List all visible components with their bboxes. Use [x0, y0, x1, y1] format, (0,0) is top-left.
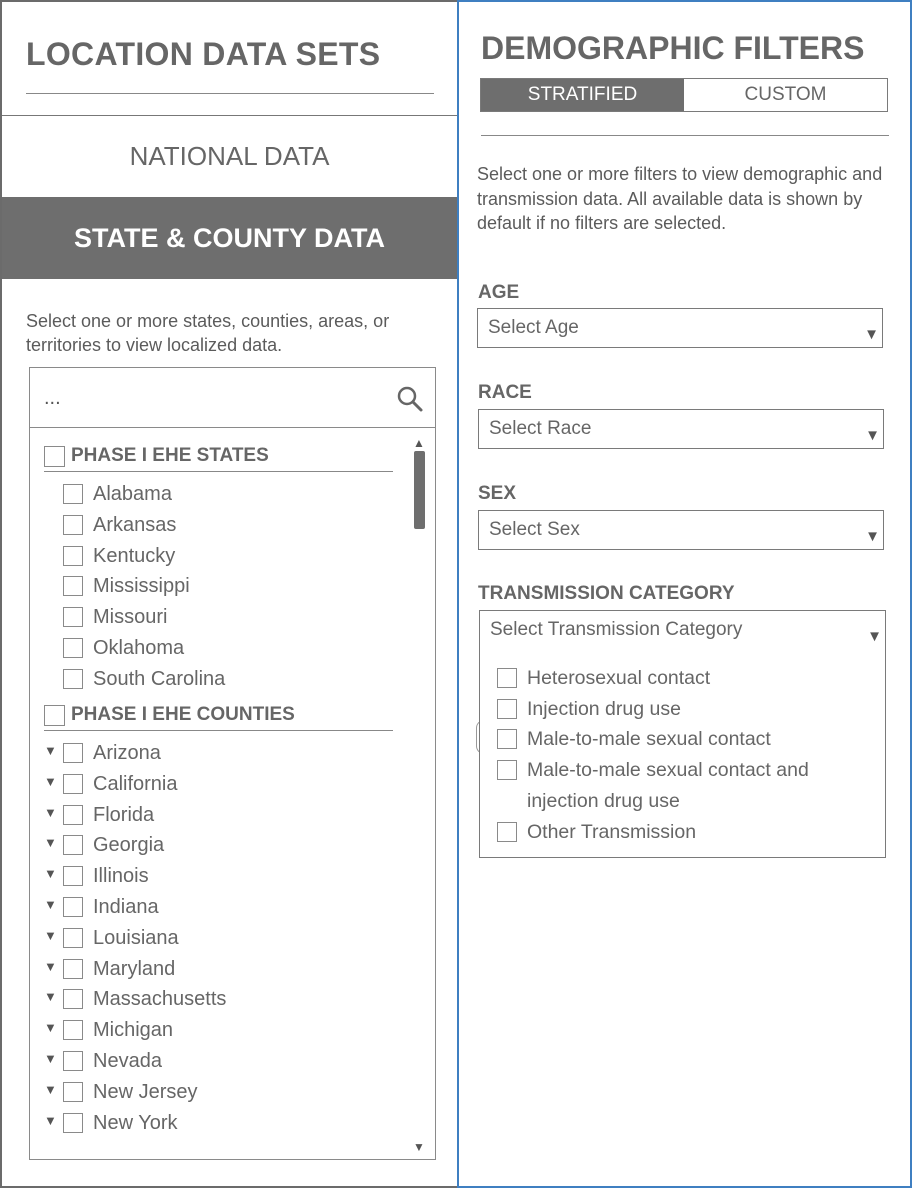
race-label: RACE: [478, 382, 532, 403]
expand-triangle-icon[interactable]: ▼: [44, 1020, 57, 1036]
expand-triangle-icon[interactable]: ▼: [44, 743, 57, 758]
scroll-thumb[interactable]: [414, 451, 425, 529]
expand-triangle-icon[interactable]: ▼: [44, 804, 57, 820]
scroll-down-arrow-icon[interactable]: ▼: [413, 1140, 425, 1154]
filters-description: Select one or more filters to view demographic and transmission data. All available data is shown by default if no filters are selected.: [477, 164, 883, 233]
race-select-value: Select Race: [489, 418, 592, 439]
option-label: Heterosexual contact: [527, 667, 711, 689]
checkbox[interactable]: [497, 668, 517, 688]
group-label: PHASE I EHE COUNTIES: [71, 704, 295, 725]
county-label: Arizona: [93, 742, 161, 764]
checkbox[interactable]: [63, 1082, 83, 1102]
checkbox[interactable]: [63, 989, 83, 1009]
sex-label: SEX: [478, 483, 517, 504]
checkbox[interactable]: [63, 866, 83, 886]
filter-mode-toggle: [480, 78, 888, 112]
checkbox[interactable]: [44, 446, 65, 467]
demographic-filters-panel: [457, 0, 912, 1188]
option-label: Male-to-male sexual contact and injection drug use: [527, 759, 809, 812]
checkbox[interactable]: [63, 928, 83, 948]
transmission-select-value: Select Transmission Category: [490, 619, 743, 640]
county-label: California: [93, 772, 178, 795]
location-search: [29, 367, 436, 428]
sex-select-value: Select Sex: [489, 519, 580, 540]
scroll-up-arrow-icon[interactable]: ▲: [413, 436, 425, 450]
checkbox[interactable]: [63, 515, 83, 535]
checkbox[interactable]: [63, 743, 83, 763]
option-label: Other Transmission: [527, 821, 697, 843]
checkbox[interactable]: [63, 897, 83, 917]
checkbox[interactable]: [63, 1020, 83, 1040]
county-label: Georgia: [93, 834, 165, 857]
transmission-label: TRANSMISSION CATEGORY: [478, 583, 735, 604]
location-panel-title: LOCATION DATA SETS: [26, 36, 381, 72]
checkbox[interactable]: [63, 607, 83, 627]
county-label: New Jersey: [93, 1080, 198, 1103]
county-label: Maryland: [93, 957, 176, 980]
county-label: Louisiana: [93, 926, 179, 949]
sex-select[interactable]: [478, 510, 884, 550]
list-scrollbar[interactable]: [408, 428, 436, 1159]
location-list: [29, 427, 436, 1160]
county-label: Florida: [93, 803, 155, 826]
chevron-down-icon: ▼: [867, 628, 882, 645]
checkbox[interactable]: [63, 1113, 83, 1133]
group-label: PHASE I EHE STATES: [71, 445, 269, 466]
group-header-states[interactable]: [44, 444, 393, 472]
checkbox[interactable]: [497, 760, 517, 780]
search-icon[interactable]: [396, 385, 424, 413]
expand-triangle-icon[interactable]: ▼: [44, 927, 57, 943]
chevron-down-icon: ▼: [864, 326, 879, 343]
county-label: Michigan: [93, 1019, 174, 1042]
expand-triangle-icon[interactable]: ▼: [44, 897, 57, 912]
expand-triangle-icon[interactable]: ▼: [44, 773, 57, 789]
county-label: New York: [93, 1111, 178, 1134]
transmission-select[interactable]: [479, 610, 886, 650]
location-description: Select one or more states, counties, areas, or territories to view localized data.: [26, 311, 390, 355]
checkbox[interactable]: [63, 959, 83, 979]
age-select[interactable]: [477, 308, 883, 348]
group-header-counties[interactable]: [44, 703, 393, 731]
state-label: South Carolina: [93, 667, 226, 690]
option-label: Injection drug use: [527, 698, 681, 720]
age-select-value: Select Age: [488, 317, 579, 338]
chevron-down-icon: ▼: [865, 528, 880, 545]
county-label: Nevada: [93, 1050, 162, 1072]
expand-triangle-icon[interactable]: ▼: [44, 958, 57, 974]
title-divider: [26, 93, 434, 94]
state-label: Missouri: [93, 606, 168, 629]
expand-triangle-icon[interactable]: ▼: [44, 866, 57, 882]
county-label: Indiana: [93, 896, 159, 918]
checkbox[interactable]: [63, 546, 83, 566]
tab-state-county-data[interactable]: STATE & COUNTY DATA: [2, 197, 457, 279]
checkbox[interactable]: [63, 805, 83, 825]
transmission-options-dropdown: [479, 648, 886, 858]
state-label: Alabama: [93, 483, 172, 505]
expand-triangle-icon[interactable]: ▼: [44, 1051, 57, 1066]
age-label: AGE: [478, 282, 520, 303]
race-select[interactable]: [478, 409, 884, 449]
demographic-panel-title: DEMOGRAPHIC FILTERS: [481, 30, 865, 66]
custom-button[interactable]: CUSTOM: [684, 79, 887, 111]
checkbox[interactable]: [63, 1051, 83, 1071]
state-label: Kentucky: [93, 544, 176, 567]
county-label: Illinois: [93, 865, 149, 888]
state-label: Oklahoma: [93, 637, 185, 659]
checkbox[interactable]: [63, 835, 83, 855]
state-label: Mississippi: [93, 575, 190, 598]
checkbox[interactable]: [63, 638, 83, 658]
checkbox[interactable]: [44, 705, 65, 726]
location-search-input[interactable]: [44, 382, 374, 414]
county-label: Massachusetts: [93, 988, 227, 1011]
tab-national-data[interactable]: NATIONAL DATA: [129, 141, 330, 171]
expand-triangle-icon[interactable]: ▼: [44, 835, 57, 851]
expand-triangle-icon[interactable]: ▼: [44, 989, 57, 1005]
checkbox[interactable]: [63, 669, 83, 689]
expand-triangle-icon[interactable]: ▼: [44, 1081, 57, 1097]
filters-divider: [481, 135, 889, 136]
checkbox[interactable]: [497, 822, 517, 842]
checkbox[interactable]: [497, 729, 517, 749]
checkbox[interactable]: [63, 576, 83, 596]
checkbox[interactable]: [497, 699, 517, 719]
checkbox[interactable]: [63, 484, 83, 504]
option-label: Male-to-male sexual contact: [527, 728, 771, 750]
stratified-button[interactable]: STRATIFIED: [481, 79, 684, 111]
state-label: Arkansas: [93, 513, 177, 536]
expand-triangle-icon[interactable]: ▼: [44, 1112, 57, 1128]
checkbox[interactable]: [63, 774, 83, 794]
chevron-down-icon: ▼: [865, 427, 880, 444]
